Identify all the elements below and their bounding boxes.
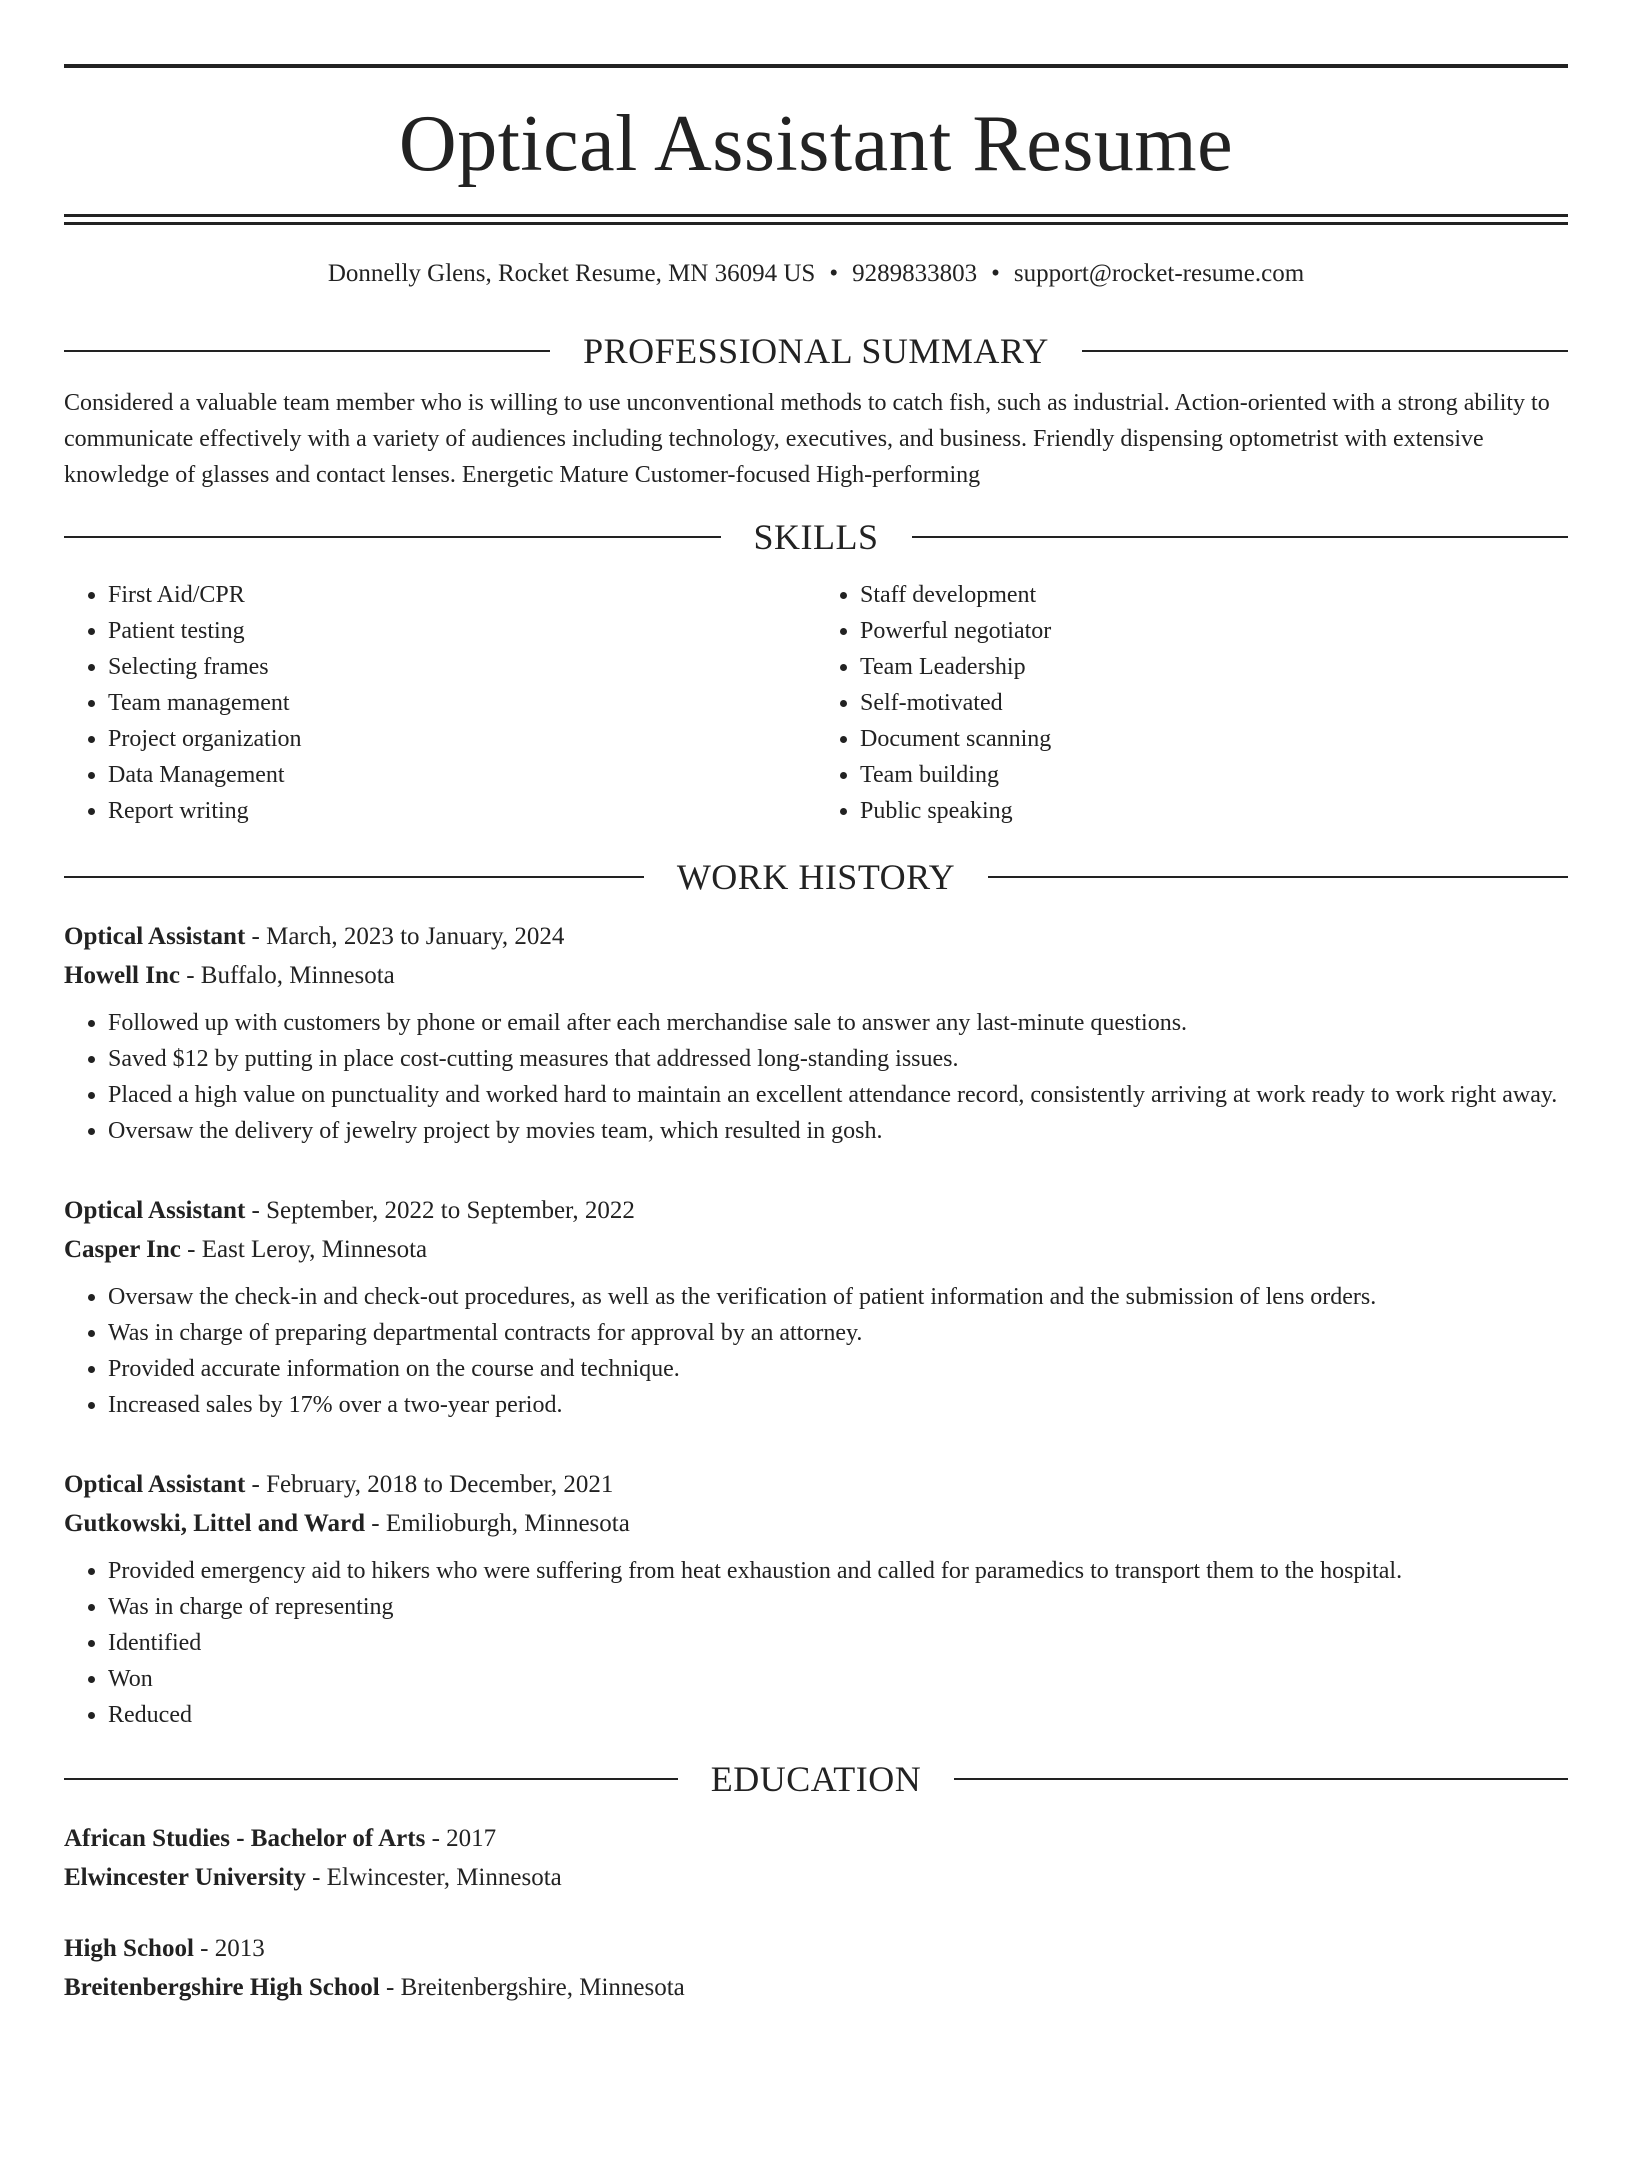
job-company-line bbox=[64, 1504, 1568, 1543]
job-company: Gutkowski, Littel and Ward bbox=[64, 1510, 366, 1537]
contact-address: Donnelly Glens, Rocket Resume, MN 36094 US bbox=[327, 260, 816, 287]
contact-line bbox=[64, 259, 1568, 289]
education-degree: High School bbox=[64, 1935, 194, 1962]
education-school: Elwincester University bbox=[64, 1864, 306, 1891]
job-location: - Emilioburgh, Minnesota bbox=[365, 1510, 630, 1537]
skills-column-right bbox=[816, 577, 1568, 829]
job-entry bbox=[64, 917, 1568, 1149]
heading-rule bbox=[954, 1778, 1568, 1780]
skill-item: • Project organization bbox=[108, 721, 816, 757]
heading-rule bbox=[64, 876, 644, 878]
job-bullet: • Provided accurate information on the course and technique. bbox=[108, 1351, 1568, 1387]
education-year: - 2013 bbox=[193, 1935, 265, 1962]
job-company: Casper Inc bbox=[64, 1236, 181, 1263]
skills-list bbox=[64, 577, 1568, 829]
summary-paragraph: Considered a valuable team member who is willing to use unconventional methods to catch fish, such as industrial. Action-oriented with a strong ability to communicate effectively with a variety of audiences including technology, executives, and business. Friendly dispensing optometrist with extensive knowledge of glasses and contact lenses. Energetic Mature Customer-focused High-performing bbox=[64, 390, 1550, 488]
skill-item: • Staff development bbox=[860, 577, 1568, 613]
job-location: - Buffalo, Minnesota bbox=[179, 962, 395, 989]
job-title-line bbox=[64, 1465, 1568, 1504]
job-bullets bbox=[64, 1005, 1568, 1149]
skill-item: • Team Leadership bbox=[860, 649, 1568, 685]
job-bullet: • Won bbox=[108, 1661, 1568, 1697]
education-location: - Breitenbergshire, Minnesota bbox=[379, 1974, 685, 2001]
skill-item: • Report writing bbox=[108, 793, 816, 829]
education-degree: African Studies - Bachelor of Arts bbox=[64, 1825, 426, 1852]
job-title: Optical Assistant bbox=[64, 1197, 246, 1224]
header-top-rule bbox=[64, 64, 1568, 68]
job-company-line bbox=[64, 956, 1568, 995]
contact-phone: 9289833803 bbox=[852, 260, 978, 287]
education-school-line bbox=[64, 1858, 1568, 1897]
job-bullet: • Increased sales by 17% over a two-year period. bbox=[108, 1387, 1568, 1423]
skill-item: • Data Management bbox=[108, 757, 816, 793]
job-bullet: • Reduced bbox=[108, 1697, 1568, 1733]
section-title-education: EDUCATION bbox=[710, 1759, 922, 1799]
job-title-line bbox=[64, 1191, 1568, 1230]
heading-rule bbox=[64, 350, 550, 352]
section-title-work-history: WORK HISTORY bbox=[676, 857, 956, 897]
job-title: Optical Assistant bbox=[64, 923, 246, 950]
resume-title: Optical Assistant Resume bbox=[398, 100, 1234, 188]
education-school: Breitenbergshire High School bbox=[64, 1974, 380, 2001]
contact-separator: • bbox=[991, 260, 1000, 287]
section-heading-work-history bbox=[64, 859, 1568, 895]
job-company-line bbox=[64, 1230, 1568, 1269]
job-bullets bbox=[64, 1279, 1568, 1423]
job-title: Optical Assistant bbox=[64, 1471, 246, 1498]
skill-item: • Self-motivated bbox=[860, 685, 1568, 721]
job-bullet: • Oversaw the check-in and check-out procedures, as well as the verification of patient information and the submission of lens orders. bbox=[108, 1279, 1568, 1315]
education-entry bbox=[64, 1929, 1568, 2007]
job-bullet: • Provided emergency aid to hikers who were suffering from heat exhaustion and called for paramedics to transport them to the hospital. bbox=[108, 1553, 1568, 1589]
job-dates: - February, 2018 to December, 2021 bbox=[245, 1471, 614, 1498]
heading-rule bbox=[912, 536, 1569, 538]
contact-email: support@rocket-resume.com bbox=[1013, 260, 1305, 287]
header-double-rule bbox=[64, 214, 1568, 225]
job-location: - East Leroy, Minnesota bbox=[180, 1236, 428, 1263]
job-bullet: • Followed up with customers by phone or email after each merchandise sale to answer any last-minute questions. bbox=[108, 1005, 1568, 1041]
heading-rule bbox=[64, 1778, 678, 1780]
job-bullet: • Oversaw the delivery of jewelry project by movies team, which resulted in gosh. bbox=[108, 1113, 1568, 1149]
section-heading-skills bbox=[64, 519, 1568, 555]
education-degree-line bbox=[64, 1929, 1568, 1968]
job-company: Howell Inc bbox=[64, 962, 180, 989]
skill-item: • Patient testing bbox=[108, 613, 816, 649]
job-bullet: • Saved $12 by putting in place cost-cutting measures that addressed long-standing issues. bbox=[108, 1041, 1568, 1077]
heading-rule bbox=[988, 876, 1568, 878]
section-title-summary: PROFESSIONAL SUMMARY bbox=[583, 331, 1049, 371]
education-degree-line bbox=[64, 1819, 1568, 1858]
heading-rule bbox=[64, 536, 721, 538]
education-location: - Elwincester, Minnesota bbox=[305, 1864, 562, 1891]
section-heading-summary bbox=[64, 333, 1568, 369]
job-bullet: • Was in charge of preparing departmental contracts for approval by an attorney. bbox=[108, 1315, 1568, 1351]
job-entry bbox=[64, 1465, 1568, 1733]
contact-separator: • bbox=[829, 260, 839, 287]
job-title-line bbox=[64, 917, 1568, 956]
job-bullet: • Was in charge of representing bbox=[108, 1589, 1568, 1625]
skills-column-left bbox=[64, 577, 816, 829]
section-heading-education bbox=[64, 1761, 1568, 1797]
heading-rule bbox=[1082, 350, 1568, 352]
job-dates: - March, 2023 to January, 2024 bbox=[245, 923, 565, 950]
job-bullet: • Placed a high value on punctuality and worked hard to maintain an excellent attendance record, consistently arriving at work ready to work right away. bbox=[108, 1077, 1568, 1113]
job-bullet: • Identified bbox=[108, 1625, 1568, 1661]
education-school-line bbox=[64, 1968, 1568, 2007]
skill-item: • First Aid/CPR bbox=[108, 577, 816, 613]
skill-item: • Powerful negotiator bbox=[860, 613, 1568, 649]
section-title-skills: SKILLS bbox=[753, 517, 879, 557]
skill-item: • Public speaking bbox=[860, 793, 1568, 829]
skill-item: • Document scanning bbox=[860, 721, 1568, 757]
job-dates: - September, 2022 to September, 2022 bbox=[245, 1197, 635, 1224]
education-year: - 2017 bbox=[425, 1825, 497, 1852]
job-bullets bbox=[64, 1553, 1568, 1733]
job-entry bbox=[64, 1191, 1568, 1423]
skill-item: • Team building bbox=[860, 757, 1568, 793]
resume-page bbox=[0, 64, 1632, 2176]
skill-item: • Team management bbox=[108, 685, 816, 721]
education-entry bbox=[64, 1819, 1568, 1897]
skill-item: • Selecting frames bbox=[108, 649, 816, 685]
